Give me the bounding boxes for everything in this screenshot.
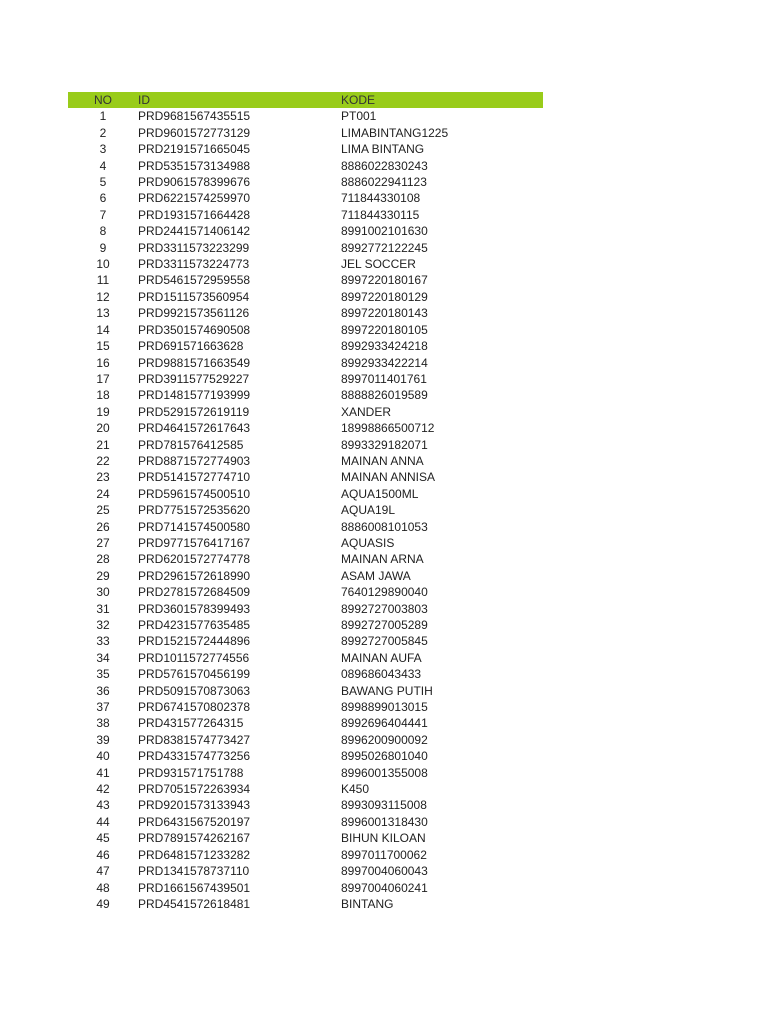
row-no-cell: 2: [99, 125, 107, 140]
table-row: [68, 174, 543, 190]
row-id-cell: PRD8871572774903: [138, 453, 251, 468]
row-no-cell: 12: [96, 289, 110, 304]
row-kode-cell: BIHUN KILOAN: [341, 831, 426, 846]
row-id-cell: PRD8381574773427: [138, 732, 251, 747]
row-no-cell: 20: [96, 421, 110, 436]
table-row: [68, 880, 543, 896]
row-kode-cell: 8886022941123: [341, 175, 427, 190]
row-no-cell: 46: [96, 847, 110, 862]
row-kode-cell: 8997011401761: [341, 371, 427, 386]
row-no-cell: 43: [96, 798, 110, 813]
row-no-cell: 32: [96, 618, 110, 632]
row-id-cell: PRD5461572959558: [138, 273, 251, 288]
row-id-cell: PRD1011572774556: [138, 650, 250, 665]
table-row: [68, 797, 543, 813]
table-row: [68, 765, 543, 781]
table-row: [68, 650, 543, 666]
row-kode-cell: 8997004060043: [341, 864, 428, 879]
row-kode-cell: 8996001355008: [341, 765, 428, 780]
table-row: [68, 486, 543, 502]
row-kode-cell: 8992727005845: [341, 634, 428, 649]
table-row: [68, 420, 543, 436]
row-no-cell: 44: [96, 814, 110, 829]
table-row: [68, 437, 543, 453]
table-row: [68, 158, 543, 174]
column-header-id: ID: [138, 93, 150, 107]
row-id-cell: PRD2781572684509: [138, 585, 251, 600]
row-id-cell: PRD1481577193999: [138, 388, 251, 403]
row-id-cell: PRD7751572535620: [138, 503, 251, 518]
row-no-cell: 36: [96, 683, 110, 698]
row-kode-cell: MAINAN ARNA: [341, 552, 424, 567]
row-id-cell: PRD1521572444896: [138, 634, 251, 649]
row-kode-cell: 8997011700062: [341, 847, 427, 862]
row-no-cell: 45: [96, 831, 110, 846]
table-row: [68, 371, 543, 387]
row-no-cell: 23: [96, 470, 110, 485]
row-id-cell: PRD1341578737110: [138, 864, 250, 879]
header-row: [68, 92, 543, 108]
table-row: [68, 190, 543, 206]
row-id-cell: PRD2961572618990: [138, 568, 251, 583]
row-no-cell: 49: [96, 896, 110, 911]
row-id-cell: PRD5761570456199: [138, 667, 251, 682]
row-kode-cell: AQUASIS: [341, 535, 395, 550]
row-kode-cell: 8992727005289: [341, 618, 428, 632]
row-no-cell: 28: [96, 552, 110, 567]
row-no-cell: 18: [96, 388, 110, 403]
row-kode-cell: 8888826019589: [341, 388, 428, 403]
row-kode-cell: XANDER: [341, 404, 392, 419]
row-kode-cell: 8992933422214: [341, 355, 428, 370]
column-header-kode: KODE: [341, 93, 376, 107]
table-row: [68, 732, 543, 748]
row-kode-cell: 8991002101630: [341, 224, 428, 239]
row-no-cell: 27: [96, 535, 110, 550]
row-no-cell: 22: [96, 453, 110, 468]
row-no-cell: 47: [96, 864, 110, 879]
row-no-cell: 21: [96, 437, 110, 452]
row-id-cell: PRD5961574500510: [138, 486, 251, 501]
row-kode-cell: MAINAN ANNISA: [341, 470, 436, 485]
row-kode-cell: K450: [341, 782, 370, 797]
row-no-cell: 38: [96, 716, 110, 731]
row-id-cell: PRD9201573133943: [138, 798, 251, 813]
row-id-cell: PRD5351573134988: [138, 158, 251, 173]
row-id-cell: PRD4641572617643: [138, 421, 251, 436]
row-no-cell: 37: [96, 700, 110, 715]
table-row: [68, 601, 543, 617]
row-kode-cell: 8993093115008: [341, 798, 427, 813]
row-id-cell: PRD9601572773129: [138, 125, 251, 140]
product-table: [68, 92, 543, 912]
row-id-cell: PRD7051572263934: [138, 782, 251, 797]
table-row: [68, 781, 543, 797]
row-no-cell: 16: [96, 355, 110, 370]
table-row: [68, 240, 543, 256]
row-id-cell: PRD431577264315: [138, 716, 244, 731]
row-no-cell: 3: [99, 142, 107, 157]
table-row: [68, 338, 543, 354]
row-no-cell: 25: [96, 503, 110, 518]
row-kode-cell: 8993329182071: [341, 437, 428, 452]
row-kode-cell: 089686043433: [341, 667, 422, 682]
table-row: [68, 666, 543, 682]
row-kode-cell: MAINAN ANNA: [341, 453, 424, 468]
row-id-cell: PRD1931571664428: [138, 207, 251, 222]
table-row: [68, 814, 543, 830]
row-kode-cell: AQUA1500ML: [341, 486, 419, 501]
row-id-cell: PRD2441571406142: [138, 224, 251, 239]
table-row: [68, 617, 543, 633]
row-kode-cell: 7640129890040: [341, 585, 428, 600]
row-id-cell: PRD7891574262167: [138, 831, 251, 846]
row-no-cell: 33: [96, 634, 110, 649]
row-no-cell: 8: [99, 224, 107, 239]
row-kode-cell: ASAM JAWA: [341, 568, 411, 583]
table-row: [68, 535, 543, 551]
table-row: [68, 568, 543, 584]
row-id-cell: PRD5091570873063: [138, 683, 251, 698]
row-no-cell: 42: [96, 782, 110, 797]
row-id-cell: PRD9881571663549: [138, 355, 251, 370]
table-row: [68, 125, 543, 141]
row-no-cell: 26: [96, 519, 110, 534]
row-id-cell: PRD9061578399676: [138, 175, 251, 190]
row-kode-cell: BINTANG: [341, 896, 394, 911]
row-no-cell: 29: [96, 568, 110, 583]
table-row: [68, 108, 543, 124]
row-id-cell: PRD6741570802378: [138, 700, 251, 715]
table-row: [68, 748, 543, 764]
row-no-cell: 11: [96, 273, 110, 288]
row-no-cell: 13: [96, 306, 110, 321]
row-id-cell: PRD6201572774778: [138, 552, 251, 567]
row-no-cell: 48: [96, 880, 110, 895]
row-no-cell: 34: [96, 650, 110, 665]
row-no-cell: 5: [99, 175, 107, 190]
row-id-cell: PRD2191571665045: [138, 142, 251, 157]
row-kode-cell: BAWANG PUTIH: [341, 683, 433, 698]
row-kode-cell: MAINAN AUFA: [341, 650, 422, 665]
column-header-no: NO: [94, 93, 112, 107]
table-row: [68, 355, 543, 371]
row-id-cell: PRD1511573560954: [138, 289, 250, 304]
row-kode-cell: 8997004060241: [341, 880, 428, 895]
row-kode-cell: JEL SOCCER: [341, 257, 416, 272]
row-kode-cell: LIMABINTANG1225: [341, 125, 449, 140]
row-kode-cell: LIMA BINTANG: [341, 142, 425, 157]
table-row: [68, 863, 543, 879]
row-kode-cell: 8992727003803: [341, 601, 428, 616]
row-no-cell: 15: [96, 339, 110, 354]
table-row: [68, 404, 543, 420]
row-no-cell: 19: [96, 404, 110, 419]
row-id-cell: PRD4231577635485: [138, 618, 251, 632]
row-id-cell: PRD6221574259970: [138, 191, 251, 206]
row-no-cell: 30: [96, 585, 110, 600]
row-kode-cell: 8995026801040: [341, 749, 428, 764]
row-id-cell: PRD4331574773256: [138, 749, 251, 764]
row-no-cell: 40: [96, 749, 110, 764]
row-no-cell: 7: [99, 207, 107, 222]
row-kode-cell: 8992772122245: [341, 240, 428, 255]
table-row: [68, 141, 543, 157]
row-id-cell: PRD9921573561126: [138, 306, 250, 321]
row-kode-cell: 8886022830243: [341, 158, 428, 173]
table-body: [68, 108, 543, 912]
row-id-cell: PRD5141572774710: [138, 470, 251, 485]
row-no-cell: 10: [96, 257, 110, 272]
row-id-cell: PRD691571663628: [138, 339, 244, 354]
row-kode-cell: 8996001318430: [341, 814, 428, 829]
row-no-cell: 24: [96, 486, 110, 501]
row-id-cell: PRD3911577529227: [138, 371, 250, 386]
table-row: [68, 289, 543, 305]
row-no-cell: 41: [96, 765, 110, 780]
row-kode-cell: 8992933424218: [341, 339, 428, 354]
table-row: [68, 502, 543, 518]
row-no-cell: 31: [96, 601, 110, 616]
table-row: [68, 469, 543, 485]
row-kode-cell: AQUA19L: [341, 503, 396, 518]
row-no-cell: 1: [99, 109, 107, 124]
row-id-cell: PRD6481571233282: [138, 847, 251, 862]
table-row: [68, 699, 543, 715]
row-id-cell: PRD4541572618481: [138, 896, 251, 911]
row-kode-cell: 711844330115: [341, 207, 420, 222]
table-row: [68, 551, 543, 567]
table-row: [68, 847, 543, 863]
table-row: [68, 322, 543, 338]
row-id-cell: PRD3311573223299: [138, 240, 250, 255]
row-kode-cell: 8997220180143: [341, 306, 428, 321]
row-kode-cell: 8997220180105: [341, 322, 428, 337]
row-id-cell: PRD1661567439501: [138, 880, 251, 895]
row-id-cell: PRD3601578399493: [138, 601, 251, 616]
row-kode-cell: 8992696404441: [341, 716, 428, 731]
row-kode-cell: 8997220180129: [341, 289, 428, 304]
table-row: [68, 272, 543, 288]
row-id-cell: PRD5291572619119: [138, 404, 250, 419]
table-row: [68, 830, 543, 846]
row-no-cell: 39: [96, 732, 110, 747]
row-id-cell: PRD9771576417167: [138, 535, 251, 550]
row-no-cell: 6: [99, 191, 107, 206]
row-kode-cell: 8997220180167: [341, 273, 428, 288]
table-row: [68, 896, 543, 912]
row-no-cell: 9: [99, 240, 107, 255]
table-row: [68, 305, 543, 321]
row-kode-cell: 8998899013015: [341, 700, 428, 715]
row-id-cell: PRD931571751788: [138, 765, 244, 780]
table-header: [68, 92, 543, 108]
table-row: [68, 715, 543, 731]
row-kode-cell: PT001: [341, 109, 377, 124]
table-row: [68, 223, 543, 239]
table-row: [68, 683, 543, 699]
row-id-cell: PRD3311573224773: [138, 257, 250, 272]
table-row: [68, 453, 543, 469]
row-kode-cell: 8996200900092: [341, 732, 428, 747]
table-row: [68, 207, 543, 223]
row-kode-cell: 8886008101053: [341, 519, 428, 534]
row-id-cell: PRD781576412585: [138, 437, 244, 452]
row-id-cell: PRD7141574500580: [138, 519, 251, 534]
row-id-cell: PRD6431567520197: [138, 814, 251, 829]
table-row: [68, 584, 543, 600]
row-no-cell: 4: [99, 158, 107, 173]
table-row: [68, 519, 543, 535]
row-no-cell: 17: [96, 371, 110, 386]
table-row: [68, 256, 543, 272]
row-no-cell: 35: [96, 667, 110, 682]
table-row: [68, 387, 543, 403]
row-no-cell: 14: [96, 322, 110, 337]
product-sheet: [68, 92, 543, 912]
row-id-cell: PRD3501574690508: [138, 322, 251, 337]
row-kode-cell: 711844330108: [341, 191, 421, 206]
row-id-cell: PRD9681567435515: [138, 109, 251, 124]
table-row: [68, 633, 543, 649]
row-kode-cell: 18998866500712: [341, 421, 435, 436]
